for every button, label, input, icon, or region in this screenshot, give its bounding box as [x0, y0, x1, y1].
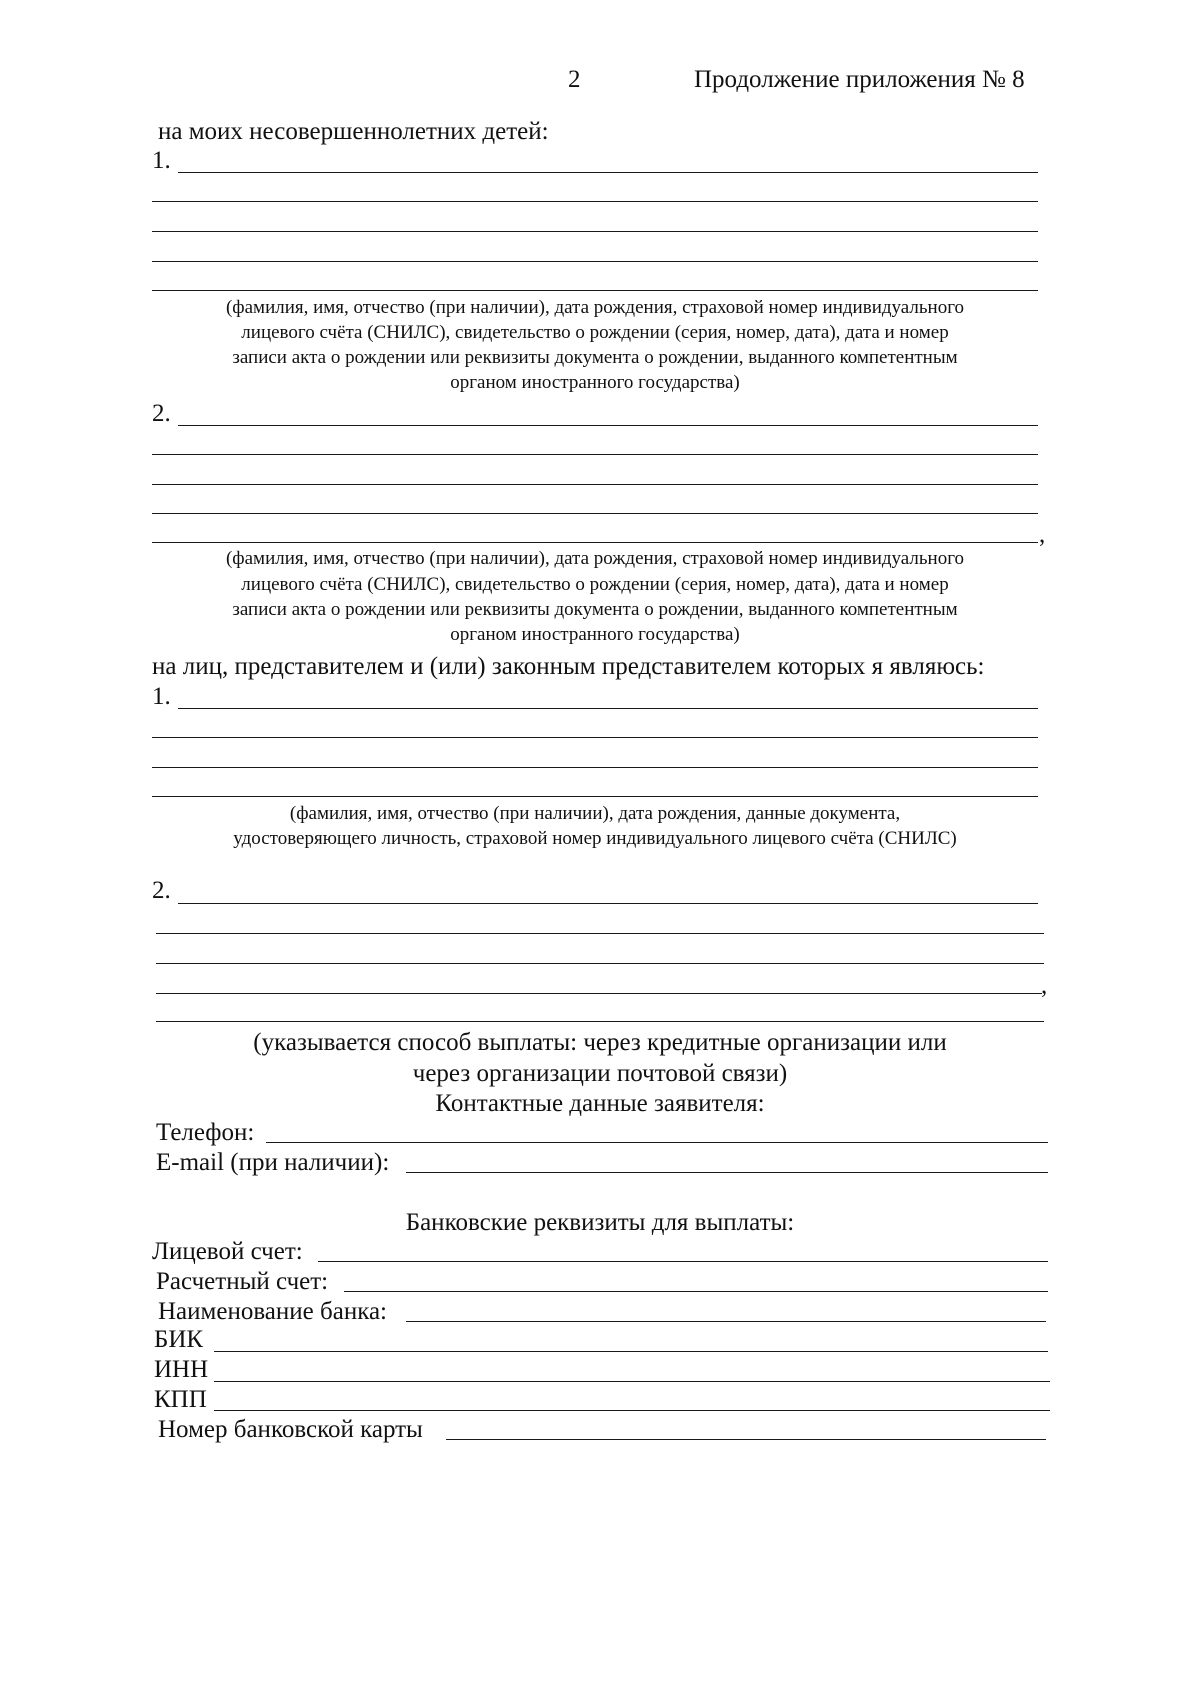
- kpp-field-line[interactable]: [214, 1410, 1050, 1411]
- represented-person-2-entry-line[interactable]: [156, 993, 1042, 994]
- bik-field-line[interactable]: [214, 1351, 1048, 1352]
- represented-person-field-note: удостоверяющего личность, страховой номер индивидуального лицевого счёта (СНИЛС): [233, 828, 957, 849]
- email-label: E-mail (при наличии):: [156, 1149, 390, 1176]
- child-2-entry-line[interactable]: [152, 513, 1038, 514]
- represented-person-2-number: 2.: [152, 877, 171, 904]
- email-field-line[interactable]: [406, 1172, 1048, 1173]
- bank-details-heading: Банковские реквизиты для выплаты:: [405, 1209, 795, 1236]
- appendix-continuation-title: Продолжение приложения № 8: [694, 66, 1025, 93]
- represented-person-1-entry-line[interactable]: [152, 767, 1038, 768]
- card-number-field-line[interactable]: [446, 1439, 1046, 1440]
- represented-person-1-entry-line[interactable]: [152, 737, 1038, 738]
- represented-person-1-entry-line[interactable]: [152, 796, 1038, 797]
- child-2-entry-line[interactable]: [152, 484, 1038, 485]
- personal-account-field-line[interactable]: [318, 1261, 1048, 1262]
- child-2-entry-line[interactable]: [152, 454, 1038, 455]
- child-1-field-note: записи акта о рождении или реквизиты документа о рождении, выданного компетентным: [232, 347, 958, 368]
- child-1-entry-line[interactable]: [152, 261, 1038, 262]
- contacts-heading: Контактные данные заявителя:: [435, 1090, 765, 1117]
- child-1-field-note: (фамилия, имя, отчество (при наличии), дата рождения, страховой номер индивидуального: [225, 297, 965, 318]
- payment-method-note: через организации почтовой связи): [412, 1060, 788, 1087]
- bik-label: БИК: [154, 1326, 204, 1353]
- kpp-label: КПП: [154, 1386, 207, 1413]
- bank-name-label: Наименование банка:: [158, 1298, 388, 1325]
- inn-label: ИНН: [154, 1356, 209, 1383]
- child-2-field-note: записи акта о рождении или реквизиты документа о рождении, выданного компетентным: [232, 599, 958, 620]
- child-2-entry-line[interactable]: [178, 425, 1038, 426]
- child-1-number: 1.: [152, 147, 171, 174]
- child-2-trailing-comma: ,: [1039, 521, 1046, 548]
- inn-field-line[interactable]: [214, 1381, 1050, 1382]
- child-1-entry-line[interactable]: [178, 172, 1038, 173]
- personal-account-label: Лицевой счет:: [152, 1238, 303, 1265]
- phone-field-line[interactable]: [266, 1142, 1048, 1143]
- page-number: 2: [568, 66, 581, 93]
- child-1-entry-line[interactable]: [152, 290, 1038, 291]
- child-1-entry-line[interactable]: [152, 231, 1038, 232]
- child-2-field-note: органом иностранного государства): [450, 624, 740, 645]
- represented-person-2-entry-line[interactable]: [178, 903, 1038, 904]
- card-number-label: Номер банковской карты: [158, 1416, 423, 1443]
- child-2-field-note: (фамилия, имя, отчество (при наличии), дата рождения, страховой номер индивидуального: [225, 548, 965, 569]
- child-1-field-note: органом иностранного государства): [450, 372, 740, 393]
- child-1-field-note: лицевого счёта (СНИЛС), свидетельство о рождении (серия, номер, дата), дата и номер: [241, 322, 949, 343]
- child-2-entry-line[interactable]: [152, 542, 1038, 543]
- represented-person-2-trailing-comma: ,: [1041, 972, 1048, 999]
- represented-person-1-entry-line[interactable]: [178, 708, 1038, 709]
- child-1-entry-line[interactable]: [152, 201, 1038, 202]
- settlement-account-label: Расчетный счет:: [156, 1268, 329, 1295]
- represented-person-2-entry-line[interactable]: [156, 933, 1044, 934]
- children-heading: на моих несовершеннолетних детей:: [158, 118, 549, 145]
- bank-name-field-line[interactable]: [406, 1321, 1046, 1322]
- represented-person-field-note: (фамилия, имя, отчество (при наличии), дата рождения, данные документа,: [289, 803, 901, 824]
- represented-person-2-entry-line[interactable]: [156, 963, 1044, 964]
- phone-label: Телефон:: [156, 1119, 255, 1146]
- payment-method-entry-line[interactable]: [156, 1021, 1044, 1022]
- child-2-number: 2.: [152, 400, 171, 427]
- representative-heading: на лиц, представителем и (или) законным представителем которых я являюсь:: [152, 653, 985, 680]
- settlement-account-field-line[interactable]: [344, 1291, 1048, 1292]
- child-2-field-note: лицевого счёта (СНИЛС), свидетельство о рождении (серия, номер, дата), дата и номер: [241, 574, 949, 595]
- payment-method-note: (указывается способ выплаты: через кредитные организации или: [253, 1029, 947, 1056]
- represented-person-1-number: 1.: [152, 683, 171, 710]
